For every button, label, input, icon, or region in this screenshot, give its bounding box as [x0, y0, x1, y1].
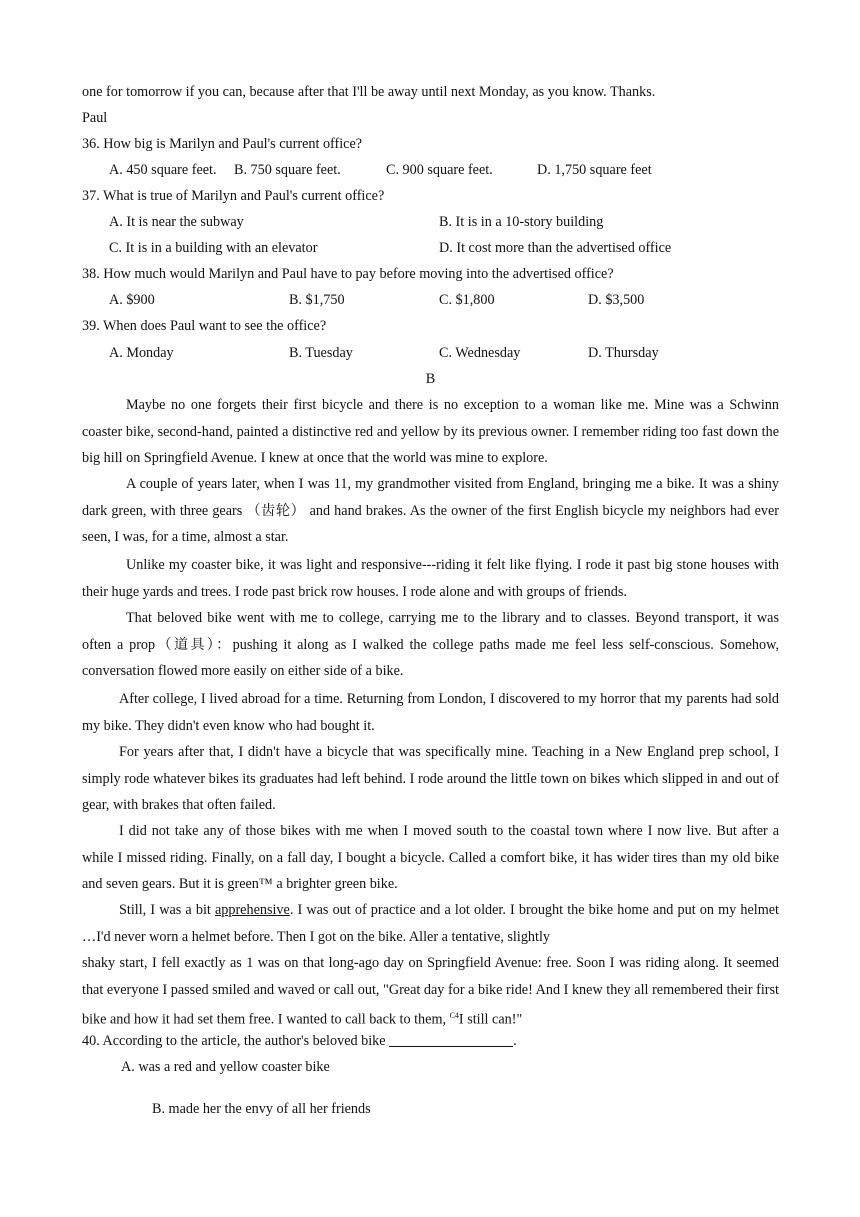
passage-paragraph-6: For years after that, I didn't have a bicycle that was specifically mine. Teaching in a New England prep school, I simply rode whatever bikes its graduates had left behind. I rode around the little town on bikes which slipped in and out of gear, with brakes that often failed. [82, 744, 779, 813]
passage-paragraph-1: Maybe no one forgets their first bicycle and there is no exception to a woman like me. Mine was a Schwinn coaster bike, second-hand, painted a distinctive red and yellow by its previous owner. I remember riding too fast down the big hill on Springfield Avenue. I knew at once that the world was mine to explore. [82, 397, 779, 466]
p9-text-before: shaky start, I fell exactly as 1 was on that long-ago day on Springfield Avenue: free. Soon I was riding along. It seemed that everyone I passed smiled and waved or call out, "Great day for a bike ride! And I knew they all remembered their first bike and how it had set them free. I wanted to call back to them, [82, 955, 779, 1028]
q38-option-d: D. $3,500 [588, 292, 645, 308]
q40-option-b: B. made her the envy of all her friends [152, 1101, 371, 1117]
underlined-word: apprehensive [214, 902, 290, 918]
intro-line: one for tomorrow if you can, because after that I'll be away until next Monday, as you know. Thanks. [82, 84, 656, 100]
q38-option-b: B. $1,750 [289, 292, 345, 308]
q37-option-d: D. It cost more than the advertised office [439, 240, 672, 256]
q37-option-c: C. It is in a building with an elevator [109, 240, 318, 256]
section-label: B [425, 371, 436, 387]
q36-option-b: B. 750 square feet. [234, 162, 341, 178]
passage-paragraph-5: After college, I lived abroad for a time. Returning from London, I discovered to my horror that my parents had sold my bike. They didn't even know who had bought it. [82, 691, 779, 734]
answer-blank [389, 1032, 513, 1047]
passage-paragraph-8 [82, 897, 779, 950]
blank-end: . [513, 1033, 517, 1049]
q36-option-d: D. 1,750 square feet [537, 162, 652, 178]
p9-text-after: I still can!" [458, 1011, 523, 1028]
passage-paragraph-7: I did not take any of those bikes with me when I moved south to the coastal town where I now live. But after a while I missed riding. Finally, on a fall day, I bought a bicycle. Called a comfort bike, it has wider tires than my old bike and seven gears. But it is green™ a brighter green bike. [82, 823, 779, 892]
q38-option-c: C. $1,800 [439, 292, 495, 308]
q38-option-a: A. $900 [109, 292, 155, 308]
question-36-stem: 36. How big is Marilyn and Paul's current office? [82, 136, 363, 152]
question-37-stem: 37. What is true of Marilyn and Paul's current office? [82, 188, 385, 204]
superscript-mark: C4 [449, 1011, 459, 1020]
question-38-stem: 38. How much would Marilyn and Paul have to pay before moving into the advertised office? [82, 266, 614, 282]
q39-option-d: D. Thursday [588, 345, 659, 361]
passage-paragraph-4: That beloved bike went with me to college, carrying me to the library and to classes. Beyond transport, it was often a prop（道具）：pushing it along as I walked the college paths made me feel less self-conscious. Somehow, conversation flowed more easily on either side of a bike. [82, 610, 779, 679]
q39-option-a: A. Monday [109, 345, 174, 361]
question-40-stem [82, 1031, 517, 1051]
p8-text-after: . I was out of practice and a lot older. I brought the bike home and put on my helmet …I'd never worn a helmet before. Then I got on the bike. Aller a tentative, slightly [82, 902, 779, 945]
passage-paragraph-3: Unlike my coaster bike, it was light and responsive---riding it felt like flying. I rode it past big stone houses with their huge yards and trees. I rode past brick row houses. I rode alone and with groups of friends. [82, 557, 779, 600]
q40-option-a: A. was a red and yellow coaster bike [121, 1059, 330, 1075]
signature: Paul [82, 110, 108, 126]
question-39-stem: 39. When does Paul want to see the office? [82, 318, 327, 334]
q39-option-b: B. Tuesday [289, 345, 353, 361]
passage-paragraph-9 [82, 950, 779, 1033]
q39-option-c: C. Wednesday [439, 345, 521, 361]
passage-paragraph-2: A couple of years later, when I was 11, my grandmother visited from England, bringing me a bike. It was a shiny dark green, with three gears （齿轮） and hand brakes. As the owner of the first English bicycle my neighbors had ever seen, I was, for a time, almost a star. [82, 476, 779, 545]
q40-stem-text: 40. According to the article, the author's beloved bike [82, 1033, 386, 1049]
q37-option-a: A. It is near the subway [109, 214, 244, 230]
p8-text-before: Still, I was a bit [119, 902, 215, 918]
q37-option-b: B. It is in a 10-story building [439, 214, 604, 230]
q36-option-c: C. 900 square feet. [386, 162, 493, 178]
q36-option-a: A. 450 square feet. [109, 162, 217, 178]
